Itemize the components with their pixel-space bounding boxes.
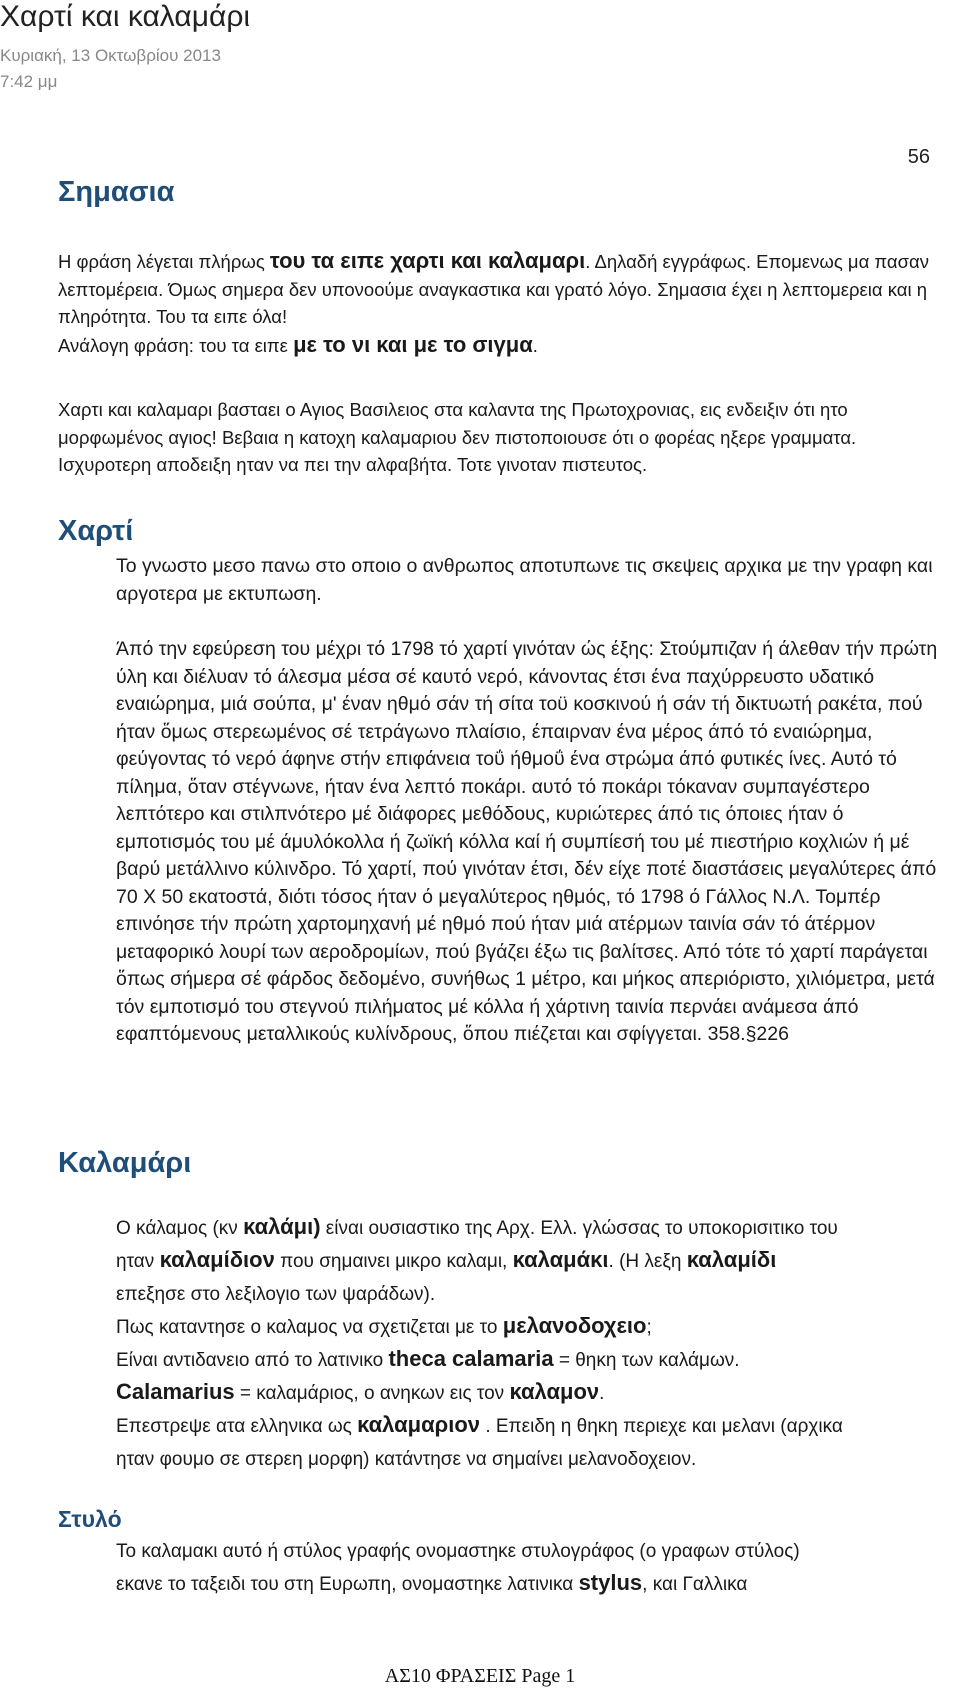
text: Ο κάλαμος (κν: [116, 1218, 244, 1239]
inkwell-line-8: ηταν φουμο σε στερεη μορφη) κατάντησε να σημαίνει μελανοδοχειον.: [116, 1449, 697, 1470]
text: .: [532, 334, 538, 356]
emphasis: μελανοδοχειο: [502, 1313, 647, 1338]
emphasis: καλαμάκι: [512, 1247, 609, 1272]
heading-meaning: Σημασια: [58, 176, 175, 208]
text: ;: [646, 1317, 652, 1338]
paper-paragraph-1: Το γνωστο μεσο πανω στο οποιο ο ανθρωπος αποτυπωνε τις σκεψεις αρχικα με την γραφη και αργοτερα με εκτυπωση.: [116, 555, 933, 605]
text: που σημαινει μικρο καλαμι,: [274, 1251, 513, 1272]
emphasis: theca calamaria: [388, 1346, 554, 1371]
text: είναι ουσιαστικο της Αρχ. Ελλ. γλώσσας το υποκορισιτικο του: [320, 1218, 838, 1239]
page-time: 7:42 μμ: [0, 72, 58, 91]
inkwell-line-1: [116, 1212, 946, 1245]
emphasis: καλαμίδι: [686, 1247, 777, 1272]
paper-paragraph-2: Άπό την εφεύρεση του μέχρι τό 1798 τό χαρτί γινόταν ώς έξης: Στούμπιζαν ή άλεθαν τήν πρώτη ύλη και διέλυαν τό άλεσμα μέσα σέ καυτό νερό, κάνοντας έτσι ένα παχύρρευστο υδατικό εναιώρημα, μιά σούπα, μ' έναν ηθμό σάν τή σίτα τοϋ κοσκινού ή σάν τή δικτυωτή ρακέτα, πού ήταν ὅμως στερεωμένος σέ τετράγωνο πλαίσιο, έπαιρναν ένα μέρος άπό τό εναιώρημα, φεύγοντας τό νερό άφηνε στήν επιφάνεια τοΰ ήθμοΰ ένα στρώμα άπό φυτικές ίνες. Αυτό τό πίλημα, ὅταν στέγνωνε, ήταν ένα λεπτό ποκάρι. αυτό τό ποκάρι τόκαναν συμπαγέστερο λεπτότερο και στιλπνότερο μέ διάφορες μεθόδους, κυριώτερες άπό τις όποιες ήταν ό εμποτισμός του μέ άμυλόκολλα ή ζωϊκή κόλλα καί ή συμπίεσή του μέ πιεστήριο κοχλιών ή μέ βαρύ μετάλλινο κύλινδρο. Τό χαρτί, πού γινόταν έτσι, δέν είχε ποτέ διαστάσεις μεγαλύτερες άπό 70 Χ 50 εκατοστά, διότι τόσος ήταν ό μεγαλύτερος ηθμός, τό 1798 ό Γάλλος Ν.Λ. Τομπέρ επινόησε τήν πρώτη χαρτομηχανή μέ ηθμό πού ήταν μιά ατέρμων ταινία σάν τό άτέρμον μεταφορικό λουρί των αεροδρομίων, πού βγάζει έξω τις βαλίτσες. Από τότε τό χαρτί παράγεται ὅπως σήμερα σέ φάρδος δεδομένο, συνήθως 1 μέτρο, και μήκος απεριόριστο, χιλιόμετρα, μετά τόν εμποτισμό του στεγνού πιλήματος μέ κόλλα ή χάρτινη ταινία περνάει ανάμεσα άπό εφαπτόμενους μεταλλικούς κυλίνδρους, ὅπου πιέζεται και σφίγγεται. 358.§226: [116, 638, 938, 1045]
text: εκανε το ταξειδι του στη Ευρωπη, ονομαστηκε λατινικα: [116, 1574, 579, 1595]
emphasis: με το νι και με το σιγμα: [293, 331, 533, 357]
text: Επεστρεψε ατα ελληνικα ως: [116, 1416, 358, 1437]
meaning-paragraph-2: Χαρτι και καλαμαρι βασταει ο Αγιος Βασιλειος στα καλαντα της Πρωτοχρονιας, εις ενδειξιν ότι ητο μορφωμένος αγιος! Βεβαια η κατοχη καλαμαριου δεν πιστοποιουσε ότι ο φορέας ηξερε γραμματα. Ισχυροτερη αποδειξη ηταν να πει την αλφαβήτα. Τοτε γινοταν πιστευτος.: [58, 399, 857, 475]
inkwell-line-2: [116, 1245, 946, 1278]
text: . Δηλαδή εγγράφως. Επομενως μα πασαν λεπτομέρεια. Όμως σημερα δεν υπονοούμε αναγκαστικα και γρατό λόγο. Σημασια έχει η λεπτομερεια και η πληρότητα. Του τα ειπε όλα!: [58, 251, 929, 327]
inkwell-line-3: επεξησε στο λεξιλογιο των ψαράδων).: [116, 1284, 436, 1305]
inkwell-line-7: [116, 1410, 946, 1443]
text: ηταν: [116, 1251, 160, 1272]
stylus-line-1: Το καλαμακι αυτό ή στύλος γραφής ονομαστηκε στυλογράφος (ο γραφων στύλος): [116, 1541, 800, 1562]
text: .: [599, 1383, 605, 1404]
text: , και Γαλλικα: [642, 1574, 748, 1595]
stylus-line-2: [116, 1568, 946, 1601]
inkwell-body: [116, 1212, 946, 1476]
emphasis: stylus: [578, 1570, 643, 1595]
text: = καλαμάριος, ο ανηκων εις τον: [234, 1383, 510, 1404]
emphasis: καλαμίδιον: [159, 1247, 275, 1272]
text: Είναι αντιδανειο από το λατινικο: [116, 1350, 389, 1371]
inkwell-line-4: [116, 1311, 946, 1344]
text: = θηκη των καλάμων.: [553, 1350, 740, 1371]
inkwell-line-6: [116, 1377, 946, 1410]
meaning-paragraph-1: [58, 247, 938, 359]
emphasis: του τα ειπε χαρτι και καλαμαρι: [269, 248, 586, 273]
text: . (Η λεξη: [608, 1251, 687, 1272]
page-title: Χαρτί και καλαμάρι: [0, 0, 251, 33]
emphasis: καλάμι): [243, 1214, 321, 1239]
text: Πως καταντησε ο καλαμος να σχετιζεται με το: [116, 1317, 503, 1338]
text: Η φράση λέγεται πλήρως: [58, 251, 270, 272]
text: Ανάλογη φράση: του τα ειπε: [58, 334, 294, 356]
text: . Επειδη η θηκη περιεχε και μελανι (αρχικα: [480, 1416, 843, 1437]
heading-inkwell: Καλαμάρι: [58, 1147, 192, 1179]
emphasis: Calamarius: [116, 1379, 235, 1404]
stylus-body: [116, 1535, 946, 1601]
page-date: Κυριακή, 13 Οκτωβρίου 2013: [0, 46, 221, 65]
emphasis: καλαμον: [509, 1379, 600, 1404]
emphasis: καλαμαριον: [357, 1412, 481, 1437]
page-number: 56: [907, 146, 930, 168]
heading-paper: Χαρτί: [58, 515, 134, 547]
page-footer: ΑΣ10 ΦΡΑΣΕΙΣ Page 1: [384, 1665, 576, 1687]
heading-stylus: Στυλό: [58, 1506, 122, 1532]
inkwell-line-5: [116, 1344, 946, 1377]
